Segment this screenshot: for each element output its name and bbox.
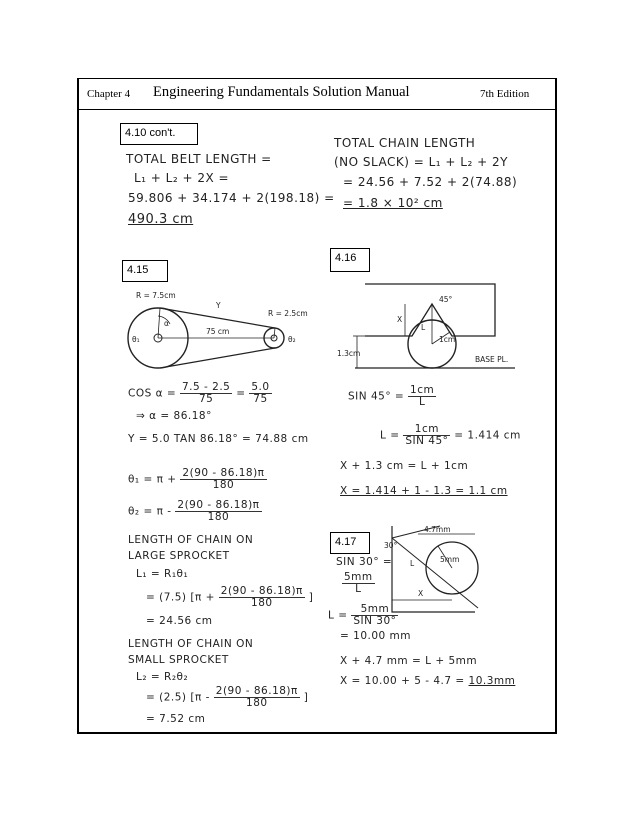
- cos-lhs: COS α =: [128, 387, 177, 400]
- cos-frac-1: [180, 382, 232, 405]
- l1-def: L₁ = R₁θ₁: [136, 568, 189, 580]
- l-dim-label: L: [410, 559, 415, 568]
- theta1-den: 180: [212, 479, 235, 491]
- l2-den: 180: [246, 697, 268, 709]
- l2-num: 2(90 - 86.18)π: [215, 685, 298, 697]
- r2-label: R = 2.5cm: [268, 309, 308, 318]
- belt-length-answer: 490.3 cm: [128, 212, 194, 227]
- belt-length-heading: TOTAL BELT LENGTH =: [126, 152, 272, 166]
- r1-label: R = 7.5cm: [136, 291, 176, 300]
- l-rhs: = 1.414 cm: [454, 429, 521, 442]
- theta2-frac: [175, 500, 261, 523]
- l1-subst: [146, 586, 313, 609]
- belt-length-subst: 59.806 + 34.174 + 2(198.18) =: [128, 191, 335, 205]
- cos-den-2: 75: [253, 393, 268, 405]
- cos-alpha-eq: [128, 382, 272, 405]
- theta1-lhs: θ₁ = π +: [128, 473, 177, 486]
- chain-length-eq: (NO SLACK) = L₁ + L₂ + 2Y: [334, 155, 508, 169]
- l2-def: L₂ = R₂θ₂: [136, 671, 189, 683]
- sin30-num: 5mm: [344, 571, 373, 583]
- l2-result: = 7.52 cm: [146, 713, 206, 725]
- l-frac: [403, 424, 450, 447]
- l-lhs: L =: [380, 429, 400, 442]
- sin45-frac: [408, 385, 436, 408]
- x417-equation: X + 4.7 mm = L + 5mm: [340, 655, 478, 667]
- large-sprocket-heading-2: LARGE SPROCKET: [128, 550, 230, 562]
- cos-num-2: 5.0: [251, 381, 270, 393]
- sin30-frac: [342, 572, 375, 595]
- sin45-eq: [348, 385, 436, 408]
- l417-den: SIN 30°: [353, 615, 397, 627]
- l1-lhs: = (7.5): [146, 591, 187, 604]
- l2-post: ]: [303, 691, 309, 704]
- cos-equals: =: [236, 387, 246, 400]
- theta1-eq: [128, 468, 267, 491]
- sin45-lhs: SIN 45° =: [348, 390, 405, 403]
- base-plate-label: BASE PL.: [475, 355, 509, 364]
- small-sprocket-heading-1: LENGTH OF CHAIN ON: [128, 638, 254, 650]
- cos-frac-2: [249, 382, 271, 405]
- radius-5mm-label: 5mm: [440, 555, 460, 564]
- l417-frac: [351, 604, 398, 627]
- sprocket-figure: [118, 286, 318, 378]
- theta2-eq: [128, 500, 262, 523]
- problem-label-4-17: 4.17: [330, 532, 370, 554]
- theta1-num: 2(90 - 86.18)π: [182, 467, 265, 479]
- chain-length-heading: TOTAL CHAIN LENGTH: [334, 136, 476, 150]
- l417-eq: [328, 604, 398, 627]
- l417-num: 5mm: [351, 604, 398, 616]
- l417-lhs: L =: [328, 609, 348, 622]
- belt-length-eq: L₁ + L₂ + 2X =: [134, 171, 230, 185]
- alpha-result: ⇒ α = 86.18°: [136, 410, 212, 422]
- l1-result: = 24.56 cm: [146, 615, 213, 627]
- chapter-label: Chapter 4: [87, 88, 131, 100]
- theta2-den: 180: [207, 511, 230, 523]
- l-label: L: [421, 323, 426, 332]
- top-dim-label: 4.7mm: [424, 525, 451, 534]
- l-eq: [380, 424, 521, 447]
- l2-subst: [146, 686, 308, 709]
- chain-length-subst: = 24.56 + 7.52 + 2(74.88): [343, 175, 518, 189]
- theta2-label: θ₂: [288, 335, 296, 344]
- l417-result: = 10.00 mm: [340, 630, 411, 642]
- x-equation: X + 1.3 cm = L + 1cm: [340, 460, 469, 472]
- angle-30-label: 30°: [384, 541, 398, 550]
- small-sprocket-heading-2: SMALL SPROCKET: [128, 654, 229, 666]
- theta1-label: θ₁: [132, 335, 140, 344]
- height-label: 1.3cm: [337, 349, 361, 358]
- radius-label: 1cm: [439, 335, 456, 344]
- l2-pre: [π -: [190, 691, 210, 704]
- theta2-lhs: θ₂ = π -: [128, 505, 172, 518]
- y-label: Y: [216, 301, 221, 310]
- x417-pre: X = 10.00 + 5 - 4.7 =: [340, 675, 465, 687]
- sin30-den: L: [355, 583, 362, 595]
- sin30-eq: [336, 556, 392, 568]
- sin30-lhs: SIN 30° =: [336, 556, 393, 568]
- x-result: X = 1.414 + 1 - 1.3 = 1.1 cm: [340, 485, 508, 497]
- center-distance-label: 75 cm: [206, 327, 230, 336]
- sin45-num: 1cm: [410, 384, 435, 396]
- x417-result: [340, 675, 515, 687]
- angle-45-label: 45°: [439, 295, 453, 304]
- l1-pre: [π +: [190, 591, 215, 604]
- x-label: X: [397, 315, 403, 324]
- large-sprocket-heading-1: LENGTH OF CHAIN ON: [128, 534, 254, 546]
- l1-num: 2(90 - 86.18)π: [220, 585, 303, 597]
- sin30-frac-wrap: [342, 572, 375, 595]
- l-num: 1cm: [403, 424, 450, 436]
- theta2-num: 2(90 - 86.18)π: [177, 499, 260, 511]
- sin45-den: L: [418, 396, 426, 408]
- l1-frac: [219, 586, 305, 609]
- cos-num: 7.5 - 2.5: [182, 381, 231, 393]
- y-result: Y = 5.0 TAN 86.18° = 74.88 cm: [128, 433, 309, 445]
- manual-title: Engineering Fundamentals Solution Manual: [153, 84, 410, 100]
- l-den: SIN 45°: [405, 435, 449, 447]
- problem-label-4-10: 4.10 con't.: [120, 123, 198, 145]
- page-header: [77, 78, 557, 110]
- x417-answer: 10.3mm: [468, 675, 516, 687]
- theta1-frac: [180, 468, 266, 491]
- v-groove-figure: [380, 526, 530, 624]
- alpha-label: α: [164, 319, 169, 328]
- l1-post: ]: [308, 591, 314, 604]
- problem-label-4-16: 4.16: [330, 248, 370, 272]
- cos-den: 75: [199, 393, 214, 405]
- x-dim-label: X: [418, 589, 424, 598]
- circle-groove-figure: [335, 276, 540, 376]
- chain-length-answer: = 1.8 × 10² cm: [343, 196, 443, 210]
- l2-frac: [214, 686, 300, 709]
- edition-label: 7th Edition: [480, 88, 530, 100]
- l2-lhs: = (2.5): [146, 691, 187, 704]
- problem-label-4-15: 4.15: [122, 260, 168, 282]
- l1-den: 180: [251, 597, 273, 609]
